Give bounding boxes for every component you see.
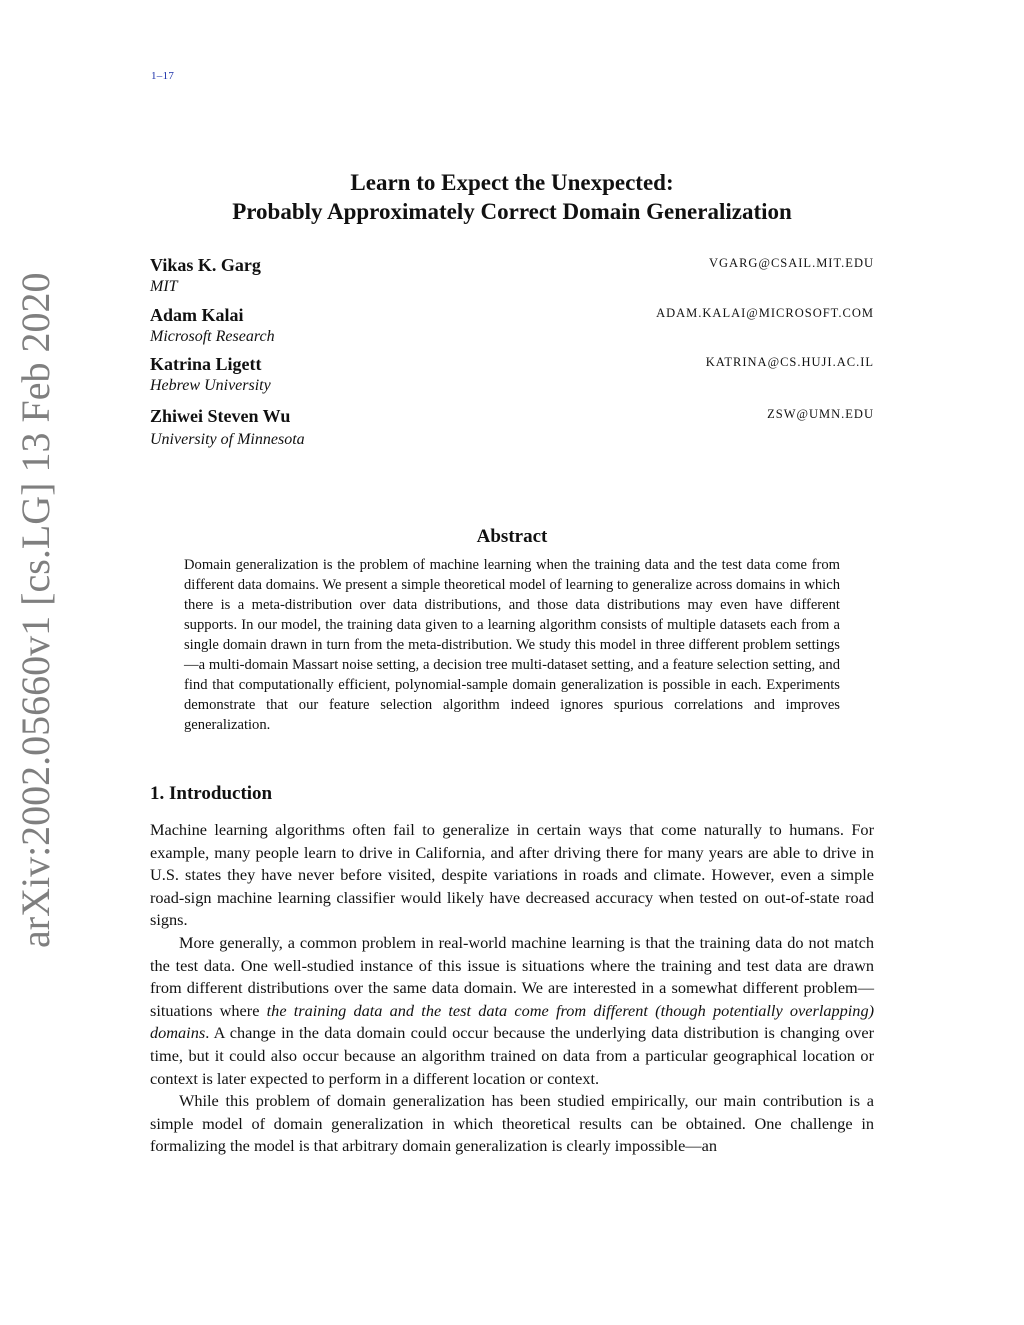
paragraph: Machine learning algorithms often fail to generalize in certain ways that come naturally to humans. For example, many people learn to drive in California, and after driving there for many years are able to drive in U.S. states they have never before visited, despite variations in roads and climate. However, even a simple road-sign machine learning classifier would likely have decreased accuracy when tested on out-of-state road signs. <box>150 820 874 930</box>
page-range: 1–17 <box>151 70 175 82</box>
author-name: Adam Kalai <box>150 305 244 325</box>
author-name: Vikas K. Garg <box>150 255 261 275</box>
paragraph-text: More generally, a common problem in real-world machine learning is that the training data do not match the test data. One well-studied instance of this issue is situations where the training and test data are drawn from different distributions over the same data domain. We are interested in a somewhat different problem—situations where <box>150 932 874 1020</box>
arxiv-stamp: arXiv:2002.05660v1 [cs.LG] 13 Feb 2020 <box>13 272 58 948</box>
paper-title <box>150 168 874 226</box>
abstract-text: Domain generalization is the problem of machine learning when the training data and the test data come from different data domains. We present a simple theoretical model of learning to generalize across domains in which there is a meta-distribution over data distributions, and those data distributions may even have different supports. In our model, the training data given to a learning algorithm consists of multiple datasets each from a single domain drawn in turn from the meta-distribution. We study this model in three different problem settings—a multi-domain Massart noise setting, a decision tree multi-dataset setting, and a feature selection setting, and find that computationally efficient, polynomial-sample domain generalization is possible in each. Experiments demonstrate that our feature selection algorithm indeed ignores spurious correlations and improves generalization. <box>184 557 840 733</box>
author-email: KATRINA@CS.HUJI.AC.IL <box>705 355 874 369</box>
author-email: ADAM.KALAI@MICROSOFT.COM <box>656 306 874 320</box>
emphasized-text: the training data and the test data come from different (though potentially overlapping) domains <box>150 1000 875 1043</box>
section-heading-introduction: 1. Introduction <box>150 783 273 804</box>
author-affiliation: Microsoft Research <box>150 328 275 345</box>
author-name: Katrina Ligett <box>150 354 262 374</box>
author-block <box>150 405 874 451</box>
title-line-2: Probably Approximately Correct Domain Generalization <box>232 199 792 224</box>
introduction-body <box>150 819 874 1158</box>
author-affiliation: University of Minnesota <box>150 431 305 448</box>
author-affiliation: MIT <box>150 278 178 295</box>
abstract-heading: Abstract <box>476 526 548 547</box>
author-name: Zhiwei Steven Wu <box>150 406 291 426</box>
author-block <box>150 304 874 348</box>
paragraph-text: . A change in the data domain could occur because the underlying data distribution is changing over time, but it could also occur because an algorithm trained on data from a particular geographical location or context is later expected to perform in a different location or context. <box>150 1023 874 1088</box>
author-email: ZSW@UMN.EDU <box>767 407 874 421</box>
author-affiliation: Hebrew University <box>150 377 271 394</box>
author-email: VGARG@CSAIL.MIT.EDU <box>709 256 874 270</box>
paragraph <box>150 932 874 1090</box>
author-block <box>150 353 874 397</box>
title-line-1: Learn to Expect the Unexpected: <box>350 170 674 195</box>
author-block <box>150 254 874 298</box>
paragraph: While this problem of domain generalization has been studied empirically, our main contribution is a simple model of domain generalization in which theoretical results can be obtained. One challenge in formalizing the model is that arbitrary domain generalization is clearly impossible—an <box>150 1091 874 1156</box>
